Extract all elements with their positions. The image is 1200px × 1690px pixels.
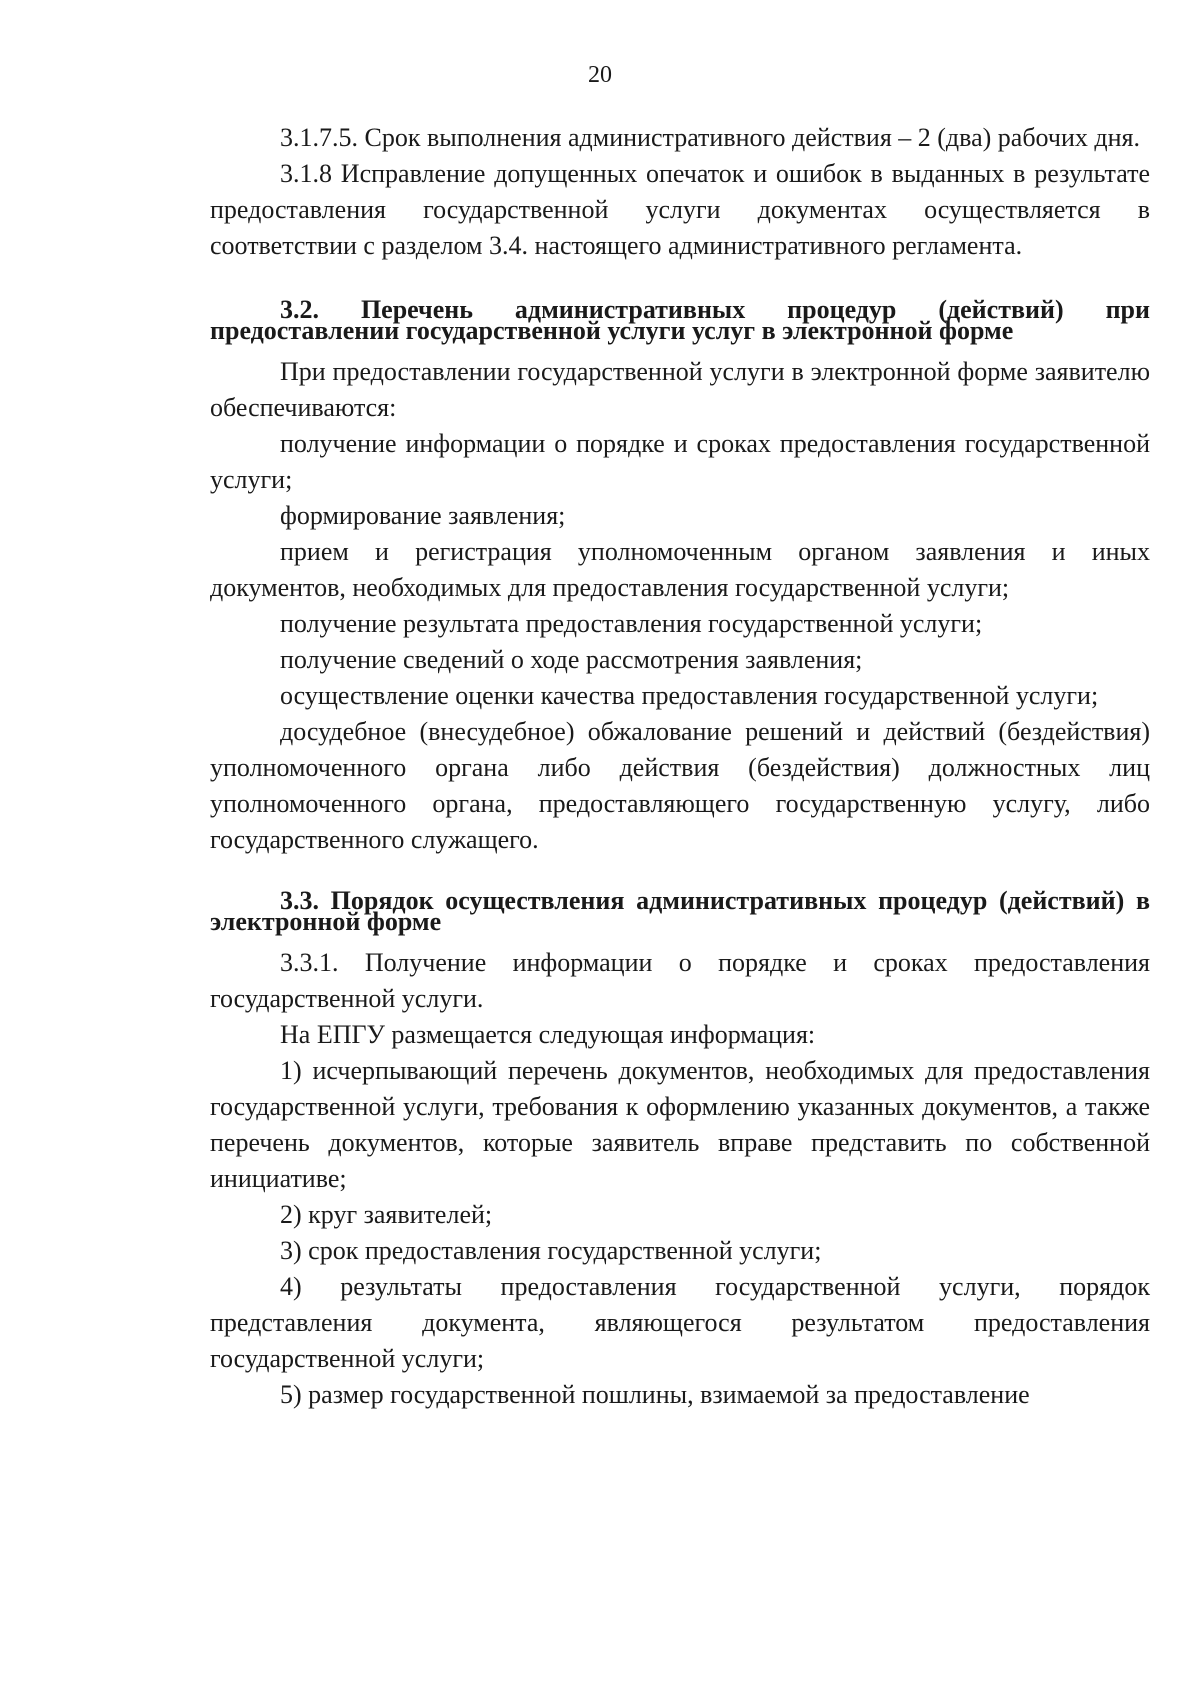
paragraph: На ЕПГУ размещается следующая информация: (280, 1020, 816, 1049)
list-item: формирование заявления; (280, 501, 566, 530)
paragraph-3-1-8: 3.1.8 Исправление допущенных опечаток и ошибок в выданных в результате предоставления государственной услуги документах осуществляется в соответствии с разделом 3.4. настоящего административного регламента. (210, 159, 1150, 260)
list-item: 2) круг заявителей; (280, 1200, 493, 1229)
list-item: получение результата предоставления государственной услуги; (280, 609, 983, 638)
paragraph-3-3-1: 3.3.1. Получение информации о порядке и сроках предоставления государственной услуги. (210, 948, 1150, 1013)
section-heading-3-2: 3.2. Перечень административных процедур (действий) при предоставлении государственной услуги услуг в электронной форме (210, 295, 1150, 345)
list-item: 4) результаты предоставления государственной услуги, порядок представления документа, являющегося результатом предоставления государственной услуги; (210, 1272, 1150, 1373)
list-item: досудебное (внесудебное) обжалование решений и действий (бездействия) уполномоченного органа либо действия (бездействия) должностных лиц уполномоченного органа, предоставляющего государственную услугу, либо государственного служащего. (210, 717, 1150, 854)
list-item: 3) срок предоставления государственной услуги; (280, 1236, 822, 1265)
list-item: получение сведений о ходе рассмотрения заявления; (280, 645, 863, 674)
document-body (210, 120, 1150, 1413)
page-number: 20 (588, 62, 612, 88)
paragraph: При предоставлении государственной услуги в электронной форме заявителю обеспечиваются: (210, 357, 1150, 422)
list-item: получение информации о порядке и сроках предоставления государственной услуги; (210, 429, 1150, 494)
list-item: 1) исчерпывающий перечень документов, необходимых для предоставления государственной услуги, требования к оформлению указанных документов, а также перечень документов, которые заявитель вправе представить по собственной инициативе; (210, 1056, 1150, 1193)
paragraph-3-1-7-5: 3.1.7.5. Срок выполнения административного действия – 2 (два) рабочих дня. (280, 123, 1140, 152)
list-item: прием и регистрация уполномоченным органом заявления и иных документов, необходимых для предоставления государственной услуги; (210, 537, 1150, 602)
section-heading-3-3: 3.3. Порядок осуществления административных процедур (действий) в электронной форме (210, 886, 1150, 936)
list-item: осуществление оценки качества предоставления государственной услуги; (280, 681, 1099, 710)
list-item: 5) размер государственной пошлины, взимаемой за предоставление (280, 1380, 1030, 1409)
